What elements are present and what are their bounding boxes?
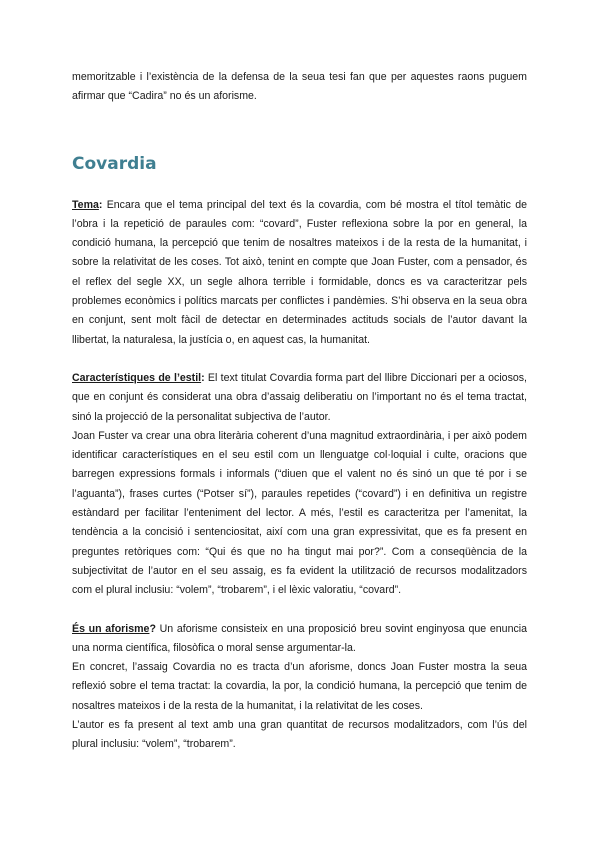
aforisme-text: Un aforisme consisteix en una proposició breu sovint enginyosa que enuncia una norma científica, filosòfica o moral sense argumentar-la. (72, 622, 528, 654)
estil-label: Característiques de l’estil (72, 371, 202, 384)
tema-section (72, 196, 527, 350)
tema-label-suffix: : (98, 198, 103, 211)
aforisme-paragraph-1 (72, 620, 527, 659)
aforisme-paragraph-2: En concret, l’assaig Covardia no es tracta d’un aforisme, doncs Joan Fuster mostra la seua reflexió sobre el tema tractat: la covardia, la por, la condició humana, la percepció que tenim de nosaltres mateixos i de la resta de la humanitat, i la relativitat de les coses. (72, 661, 527, 712)
tema-text: Encara que el tema principal del text és la covardia, com bé mostra el títol temàtic de l’obra i la repetició de paraules com: “covard”, Fuster reflexiona sobre la por en general, la condició humana, la percepció que tenim de nosaltres mateixos i de la resta de la humanitat, i sobre la relativitat de les coses. Tot això, tenint en compte que Joan Fuster, com a pensador, és el reflex del segle XX, un segle alhora terrible i formidable, doncs es va caracteritzar pels problemes econòmics i polítics marcats per conflictes i pandèmies. S’hi observa en la seua obra en conjunt, sent molt fàcil de detectar en determinades actituds socials de l’autor davant la llibertat, la naturalesa, la justícia o, en aquest cas, la humanitat. (72, 198, 527, 346)
estil-section (72, 369, 527, 601)
tema-paragraph (72, 196, 527, 350)
estil-paragraph-1 (72, 369, 527, 427)
aforisme-label-suffix: ? (149, 622, 156, 635)
tema-label: Tema (72, 198, 99, 211)
intro-paragraph: memoritzable i l’existència de la defensa de la seua tesi fan que per aquestes raons puguem afirmar que “Cadira” no és un aforisme. (72, 71, 527, 103)
estil-text: El text titulat Covardia forma part del llibre Diccionari per a ociosos, que en conjunt és considerat una obra d’assaig deliberatiu on l’important no és el tema tractat, sinó la projecció de la personalitat subjectiva de l’autor. (72, 371, 527, 423)
aforisme-label: És un aforisme (72, 622, 150, 635)
aforisme-paragraph-3: L’autor es fa present al text amb una gran quantitat de recursos modalitzadors, com l’ús del plural inclusiu: “volem”, “trobarem”. (72, 719, 527, 751)
estil-paragraph-2: Joan Fuster va crear una obra literària coherent d’una magnitud extraordinària, i per això podem identificar característiques en el seu estil com un llenguatge col·loquial i culte, oracions que barregen expressions formals i informals (“diuen que el valent no és sinó un que té por i se l’aguanta”), frases curtes (“Potser sí”), paraules repetides (“covard”) i en definitiva un registre estàndard per facilitar l’enteniment del lector. A més, l’estil es caracteritza per l’amenitat, la tendència a la concisió i sentenciositat, així com una gran expressivitat, que es fa present en preguntes retòriques com: “Qui és que no ha tingut mai por?”. Com a conseqüència de la subjectivitat de l’autor en el seu assaig, es fa evident la utilització de recursos modalitzadors com el plural inclusiu: “volem”, “trobarem”, i el lèxic valoratiu, “covard”. (72, 429, 527, 597)
estil-label-suffix: : (201, 371, 205, 384)
section-heading: Covardia (72, 153, 157, 174)
aforisme-section (72, 620, 527, 755)
